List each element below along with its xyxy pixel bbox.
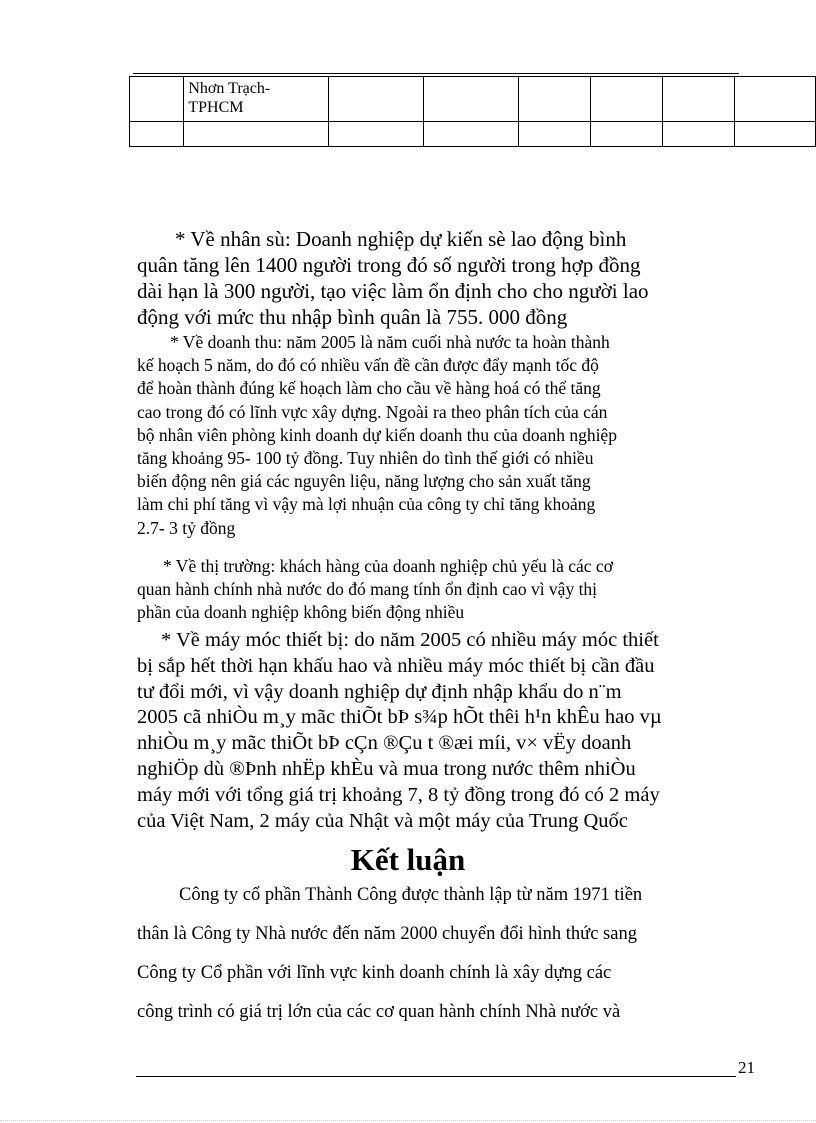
text-line: bị sắp hết thời hạn khấu hao và nhiều máy móc thiết bị cần đầu (137, 654, 655, 677)
table-cell (519, 77, 591, 122)
text-line: của Việt Nam, 2 máy của Nhật và một máy của Trung Quốc (137, 809, 628, 832)
table-cell (130, 122, 184, 147)
page-break-line (0, 1120, 816, 1121)
text-line: tăng khoảng 95- 100 tỷ đồng. Tuy nhiên do tình thế giới có nhiều (137, 448, 594, 469)
text-line: * Về doanh thu: năm 2005 là năm cuối nhà nước ta hoàn thành (170, 332, 610, 352)
table-cell (329, 77, 424, 122)
table-row (130, 77, 816, 122)
table-cell (424, 77, 519, 122)
text-line: quân tăng lên 1400 người trong đó số người trong hợp đồng (137, 253, 641, 277)
header-rule (133, 73, 739, 74)
text-line: phần của doanh nghiệp không biến động nhiều (137, 602, 465, 623)
data-table (129, 76, 816, 147)
text-line: 2.7- 3 tỷ đồng (137, 517, 236, 538)
text-line: kế hoạch 5 năm, do đó có nhiều vấn đề cần được đẩy mạnh tốc độ (137, 355, 599, 376)
text-line: Công ty Cổ phần với lĩnh vực kinh doanh chính là xây dựng các (137, 963, 612, 983)
table-row (130, 122, 816, 147)
table-cell (591, 77, 663, 122)
text-line: * Về nhân sù: Doanh nghiệp dự kiến sè lao động bình (175, 227, 627, 251)
text-line: * Về thị trường: khách hàng của doanh nghiệp chủ yếu là các cơ (163, 556, 613, 576)
paragraph-may-moc (137, 628, 742, 834)
text-line: dài hạn là 300 người, tạo việc làm ổn định cho cho người lao (137, 279, 649, 303)
table-cell (662, 77, 734, 122)
table-cell (734, 122, 815, 147)
page-number: 21 (738, 1058, 755, 1077)
table-cell (734, 77, 815, 122)
paragraph-ket-luan (137, 876, 742, 1032)
paragraph-doanh-thu (137, 331, 742, 540)
text-line: thân là Công ty Nhà nước đến năm 2000 chuyển đổi hình thức sang (137, 924, 637, 944)
text-line: cao trong đó có lĩnh vực xây dựng. Ngoài ra theo phân tích của cán (137, 401, 608, 422)
section-heading: Kết luận (350, 842, 466, 877)
text-line: 2005 cã nhiÒu m¸y mãc thiÕt bÞ s¾p hÕt thêi h¹n khÊu hao vµ (137, 706, 662, 729)
text-line: nhiÒu m¸y mãc thiÕt bÞ cÇn ®Çu t ®æi míi, v× vËy doanh (137, 732, 632, 755)
table-cell (591, 122, 663, 147)
text-line: để hoàn thành đúng kế hoạch làm cho cầu về hàng hoá có thể tăng (137, 378, 601, 399)
footer-rule (136, 1076, 736, 1077)
text-line: động với mức thu nhập bình quân là 755. 000 đồng (137, 305, 568, 329)
table-cell (662, 122, 734, 147)
table-cell (329, 122, 424, 147)
table-cell (519, 122, 591, 147)
text-line: quan hành chính nhà nước do đó mang tính ổn định cao vì vậy thị (137, 579, 598, 600)
table-cell: Nhơn Trạch- TPHCM (184, 77, 329, 122)
text-line: làm chi phí tăng vì vậy mà lợi nhuận của công ty chỉ tăng khoảng (137, 494, 596, 515)
text-line: tư đổi mới, vì vậy doanh nghiệp dự định nhập khẩu do n¨m (137, 680, 622, 703)
paragraph-thi-truong (137, 555, 742, 625)
table-cell (130, 77, 184, 122)
text-line: máy mới với tổng giá trị khoảng 7, 8 tỷ đồng trong đó có 2 máy (137, 783, 660, 806)
text-line: nghiÖp dù ®Þnh nhËp khÈu và mua trong nước thêm nhiÒu (137, 757, 636, 780)
text-line: Công ty cổ phần Thành Công được thành lập từ năm 1971 tiền (179, 885, 643, 905)
text-line: công trình có giá trị lớn của các cơ quan hành chính Nhà nước và (137, 1002, 621, 1022)
text-line: bộ nhân viên phòng kinh doanh dự kiến doanh thu của doanh nghiệp (137, 424, 617, 445)
text-line: biến động nên giá các nguyên liệu, năng lượng cho sản xuất tăng (137, 471, 591, 492)
table-cell (184, 122, 329, 147)
text-line: * Về máy móc thiết bị: do năm 2005 có nhiều máy móc thiết (161, 629, 659, 651)
paragraph-nhan-su (137, 226, 742, 330)
table-cell (424, 122, 519, 147)
